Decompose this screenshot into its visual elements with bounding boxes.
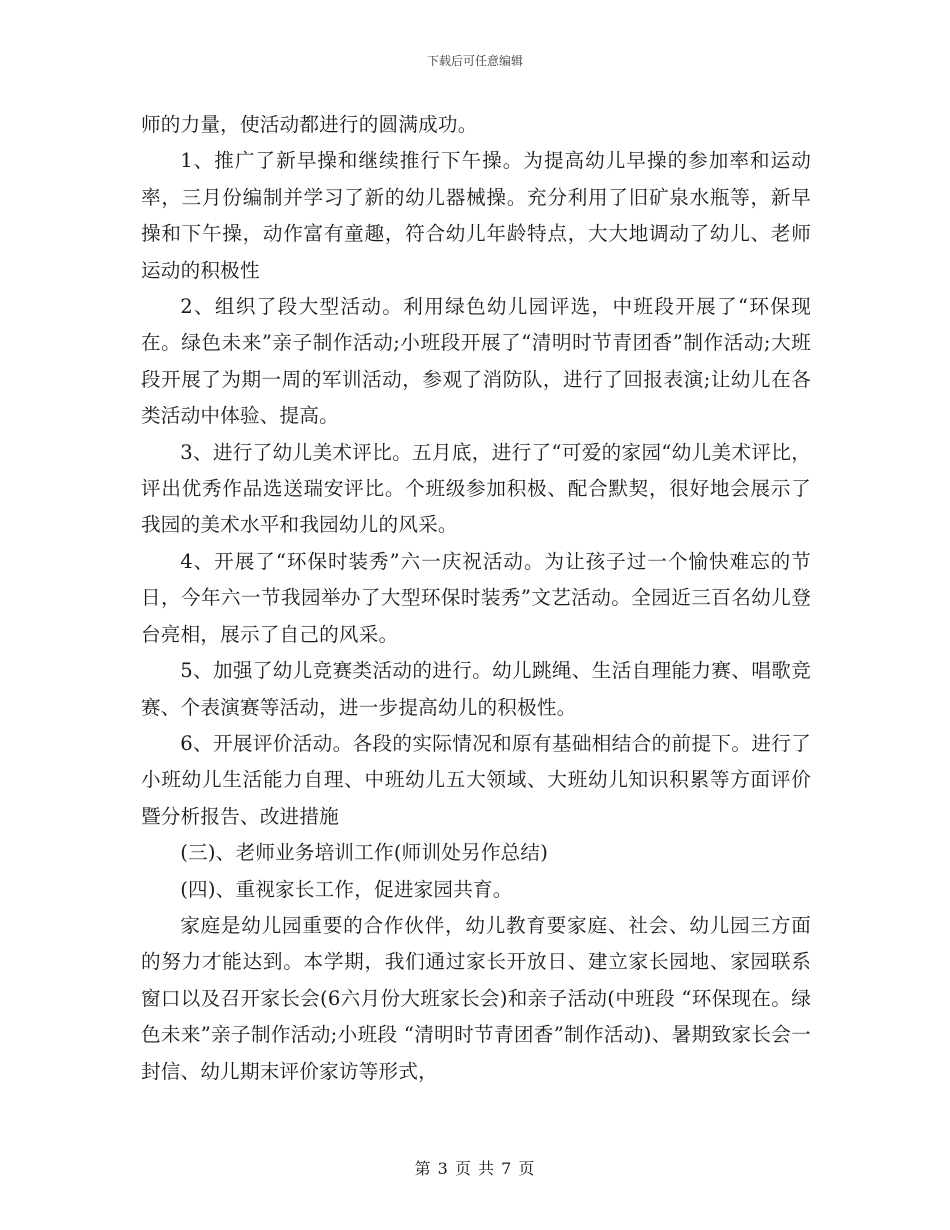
section-heading-4: (四)、重视家长工作，促进家园共育。 [180, 877, 513, 901]
document-body [141, 107, 811, 1090]
page-number-footer: 第 3 页 共 7 页 [414, 1159, 536, 1178]
paragraph-item-6: 6、开展评价活动。各段的实际情况和原有基础相结合的前提下。进行了小班幼儿生活能力自理、中班幼儿五大领域、大班幼儿知识积累等方面评价暨分析报告、改进措施 [141, 731, 811, 828]
paragraph-item-2: 2、组织了段大型活动。利用绿色幼儿园评选，中班段开展了“环保现在。绿色未来”亲子制作活动;小班段开展了“清明时节青团香”制作活动;大班段开展了为期一周的军训活动，参观了消防队，进行了回报表演;让幼儿在各类活动中体验、提高。 [141, 295, 811, 428]
paragraph-item-5: 5、加强了幼儿竞赛类活动的进行。幼儿跳绳、生活自理能力赛、唱歌竞赛、个表演赛等活动，进一步提高幼儿的积极性。 [141, 659, 811, 719]
paragraph-item-1: 1、推广了新早操和继续推行下午操。为提高幼儿早操的参加率和运动率，三月份编制并学习了新的幼儿器械操。充分利用了旧矿泉水瓶等，新早操和下午操，动作富有童趣，符合幼儿年龄特点，大大地调动了幼儿、老师运动的积极性 [141, 149, 811, 282]
section-heading-3: (三)、老师业务培训工作(师训处另作总结) [180, 841, 549, 865]
paragraph-continuation: 师的力量，使活动都进行的圆满成功。 [141, 113, 478, 136]
paragraph-family: 家庭是幼儿园重要的合作伙伴，幼儿教育要家庭、社会、幼儿园三方面的努力才能达到。本学期，我们通过家长开放日、建立家长园地、家园联系窗口以及召开家长会(6六月份大班家长会)和亲子活动(中班段 “环保现在。绿色未来”亲子制作活动;小班段 “清明时节青团香”制作活动)、暑期致家长会一封信、幼儿期末评价家访等形式， [141, 913, 811, 1083]
paragraph-item-4: 4、开展了“环保时装秀”六一庆祝活动。为让孩子过一个愉快难忘的节日，今年六一节我园举办了大型环保时装秀”文艺活动。全园近三百名幼儿登台亮相，展示了自己的风采。 [141, 549, 811, 646]
paragraph-item-3: 3、进行了幼儿美术评比。五月底，进行了“可爱的家园“幼儿美术评比，评出优秀作品选送瑞安评比。个班级参加积极、配合默契，很好地会展示了我园的美术水平和我园幼儿的风采。 [141, 440, 811, 537]
page-header: 下载后可任意编辑 [426, 54, 523, 68]
